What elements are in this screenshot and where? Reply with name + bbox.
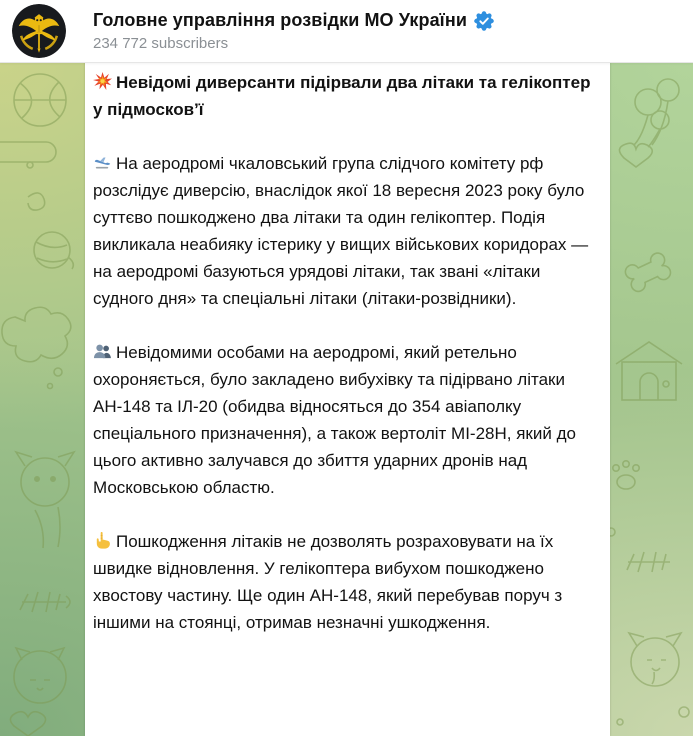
message-text: Невідомі диверсанти підірвали два літаки та гелікоптер у підмосков’ї	[93, 73, 591, 119]
message-bubble[interactable]	[85, 62, 610, 736]
gur-owl-emblem-icon	[12, 45, 66, 58]
message-paragraph	[93, 528, 600, 636]
verified-badge-icon	[474, 11, 494, 31]
airplane-landing-emoji	[93, 153, 112, 172]
message-text: Пошкодження літаків не дозволять розраховувати на їх швидке відновлення. У гелікоптера вибухом пошкоджено хвостову частину. Ще один АН-148, який перебував поруч з іншими на стоянці, отримав незначні ушкодження.	[93, 532, 563, 632]
channel-avatar[interactable]	[12, 4, 66, 58]
explosion-emoji	[93, 72, 112, 91]
subscriber-count: 234 772 subscribers	[93, 35, 229, 52]
channel-info	[93, 10, 494, 52]
message-paragraph	[93, 339, 600, 501]
message-paragraph-headline	[93, 69, 600, 123]
channel-title: Головне управління розвідки МО України	[93, 10, 467, 30]
message-paragraph	[93, 150, 600, 312]
channel-header[interactable]	[0, 0, 693, 63]
busts-emoji	[93, 342, 112, 361]
message-text: Невідомими особами на аеродромі, який ретельно охороняється, було закладено вибухівку та підірвано літаки АН-148 та ІЛ-20 (обидва відносяться до 354 авіаполку спеціального призначення), а також вертоліт МІ-28Н, який до цього активно залучався до збиття ударних дронів над Московською областю.	[93, 343, 576, 497]
message-text: На аеродромі чкаловський група слідчого комітету рф розслідує диверсію, внаслідок якої 18 вересня 2023 року було суттєво пошкоджено два літаки та один гелікоптер. Подія викликала неабияку істерику у вищих військових коридорах — на аеродромі базуються урядові літаки, так звані «літаки судного дня» та спеціальні літаки (літаки-розвідники).	[93, 154, 589, 308]
finger-up-emoji	[93, 531, 112, 550]
